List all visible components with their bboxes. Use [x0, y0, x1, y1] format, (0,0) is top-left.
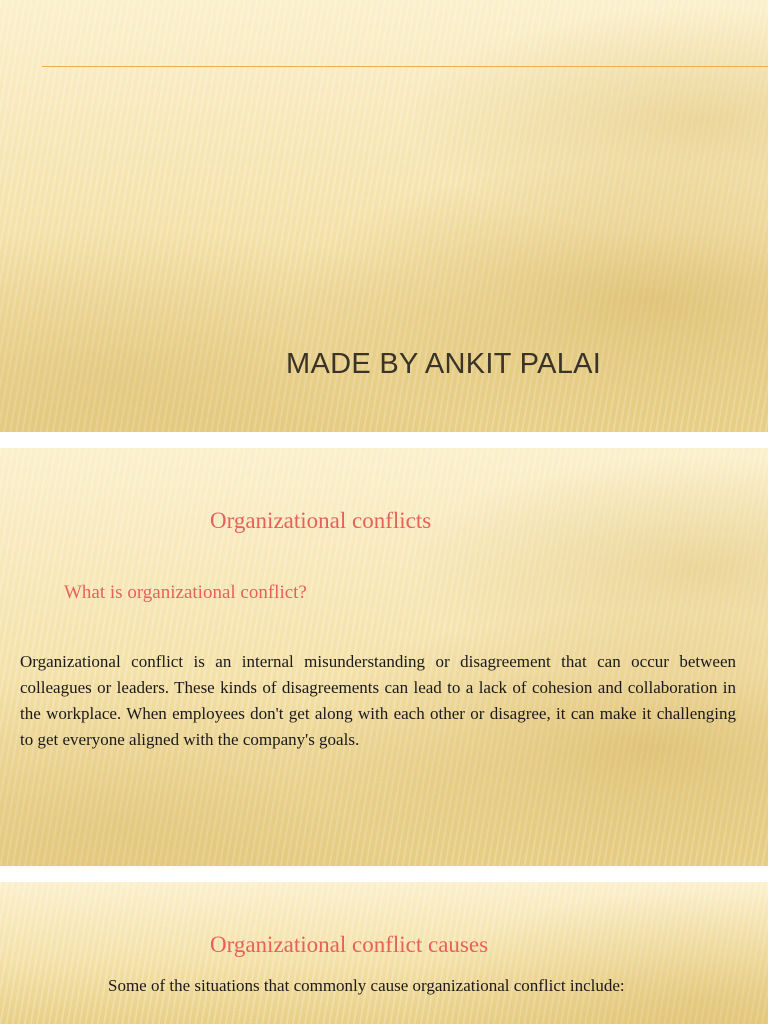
slide-causes: [0, 882, 768, 1024]
definition-paragraph: Organizational conflict is an internal misunderstanding or disagreement that can occur between colleagues or leaders. These kinds of disagreements can lead to a lack of cohesion and collaboration in the workplace. When employees don't get along with each other or disagree, it can make it challenging to get everyone aligned with the company's goals.: [20, 652, 736, 749]
slide-heading: Organizational conflicts: [210, 508, 432, 533]
slide-subheading-question: What is organizational conflict?: [64, 582, 307, 603]
accent-divider-line: [42, 66, 768, 67]
causes-intro-text: Some of the situations that commonly cause organizational conflict include:: [108, 976, 625, 995]
slide-definition: [0, 448, 768, 866]
slide-separator: [0, 432, 768, 448]
slide-main-title: MADE BY ANKIT PALAI: [286, 348, 602, 380]
slide-heading: Organizational conflict causes: [210, 932, 489, 957]
slide-title: [0, 0, 768, 432]
slide-separator: [0, 866, 768, 882]
